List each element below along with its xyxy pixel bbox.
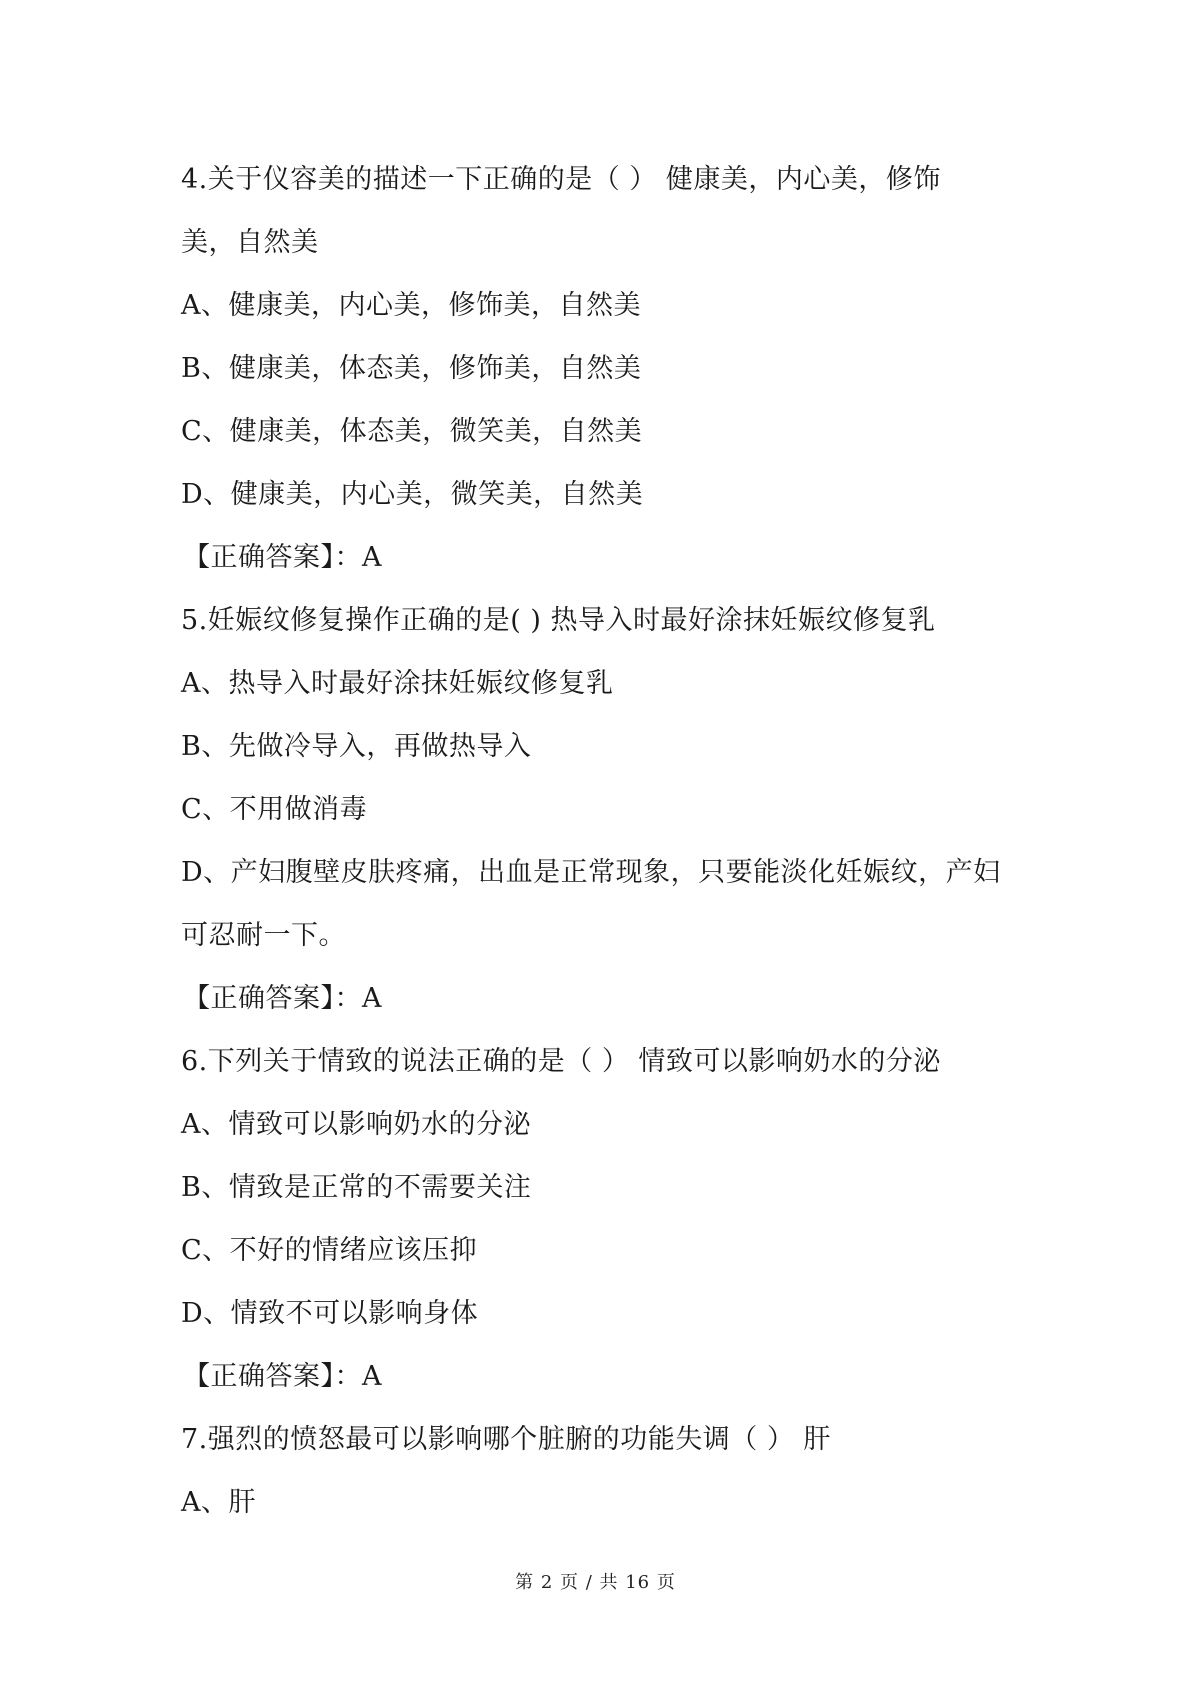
page-number-footer: 第 2 页 / 共 16 页 (515, 1572, 676, 1593)
option-b: B、健康美，体态美，修饰美，自然美 (181, 353, 642, 384)
option-c: C、不用做消毒 (181, 794, 368, 825)
question-stem: 5.妊娠纹修复操作正确的是( ) 热导入时最好涂抹妊娠纹修复乳 (181, 605, 936, 636)
question-7 (181, 1408, 1021, 1534)
correct-answer: 【正确答案】：A (183, 1361, 382, 1392)
option-a: A、肝 (181, 1487, 256, 1518)
option-a: A、热导入时最好涂抹妊娠纹修复乳 (181, 668, 614, 699)
question-5 (181, 589, 1021, 1030)
option-c: C、健康美，体态美，微笑美，自然美 (181, 416, 643, 447)
option-b: B、情致是正常的不需要关注 (181, 1172, 532, 1203)
question-stem: 6.下列关于情致的说法正确的是（ ） 情致可以影响奶水的分泌 (181, 1046, 941, 1077)
option-a: A、健康美，内心美，修饰美，自然美 (181, 290, 641, 321)
option-d-continued: 可忍耐一下。 (181, 920, 346, 951)
question-stem: 4.关于仪容美的描述一下正确的是（ ） 健康美，内心美，修饰 (181, 164, 941, 195)
option-d: D、情致不可以影响身体 (181, 1298, 479, 1329)
option-d: D、产妇腹壁皮肤疼痛，出血是正常现象，只要能淡化妊娠纹，产妇 (181, 857, 1001, 888)
option-a: A、情致可以影响奶水的分泌 (181, 1109, 531, 1140)
question-4 (181, 148, 1021, 589)
question-stem: 7.强烈的愤怒最可以影响哪个脏腑的功能失调（ ） 肝 (181, 1424, 831, 1455)
option-b: B、先做冷导入，再做热导入 (181, 731, 532, 762)
option-d: D、健康美，内心美，微笑美，自然美 (181, 479, 644, 510)
correct-answer: 【正确答案】：A (183, 542, 382, 573)
question-6 (181, 1030, 1021, 1408)
correct-answer: 【正确答案】：A (183, 983, 382, 1014)
question-stem: 美，自然美 (181, 227, 319, 258)
question-list (181, 148, 1021, 1534)
option-c: C、不好的情绪应该压抑 (181, 1235, 478, 1266)
